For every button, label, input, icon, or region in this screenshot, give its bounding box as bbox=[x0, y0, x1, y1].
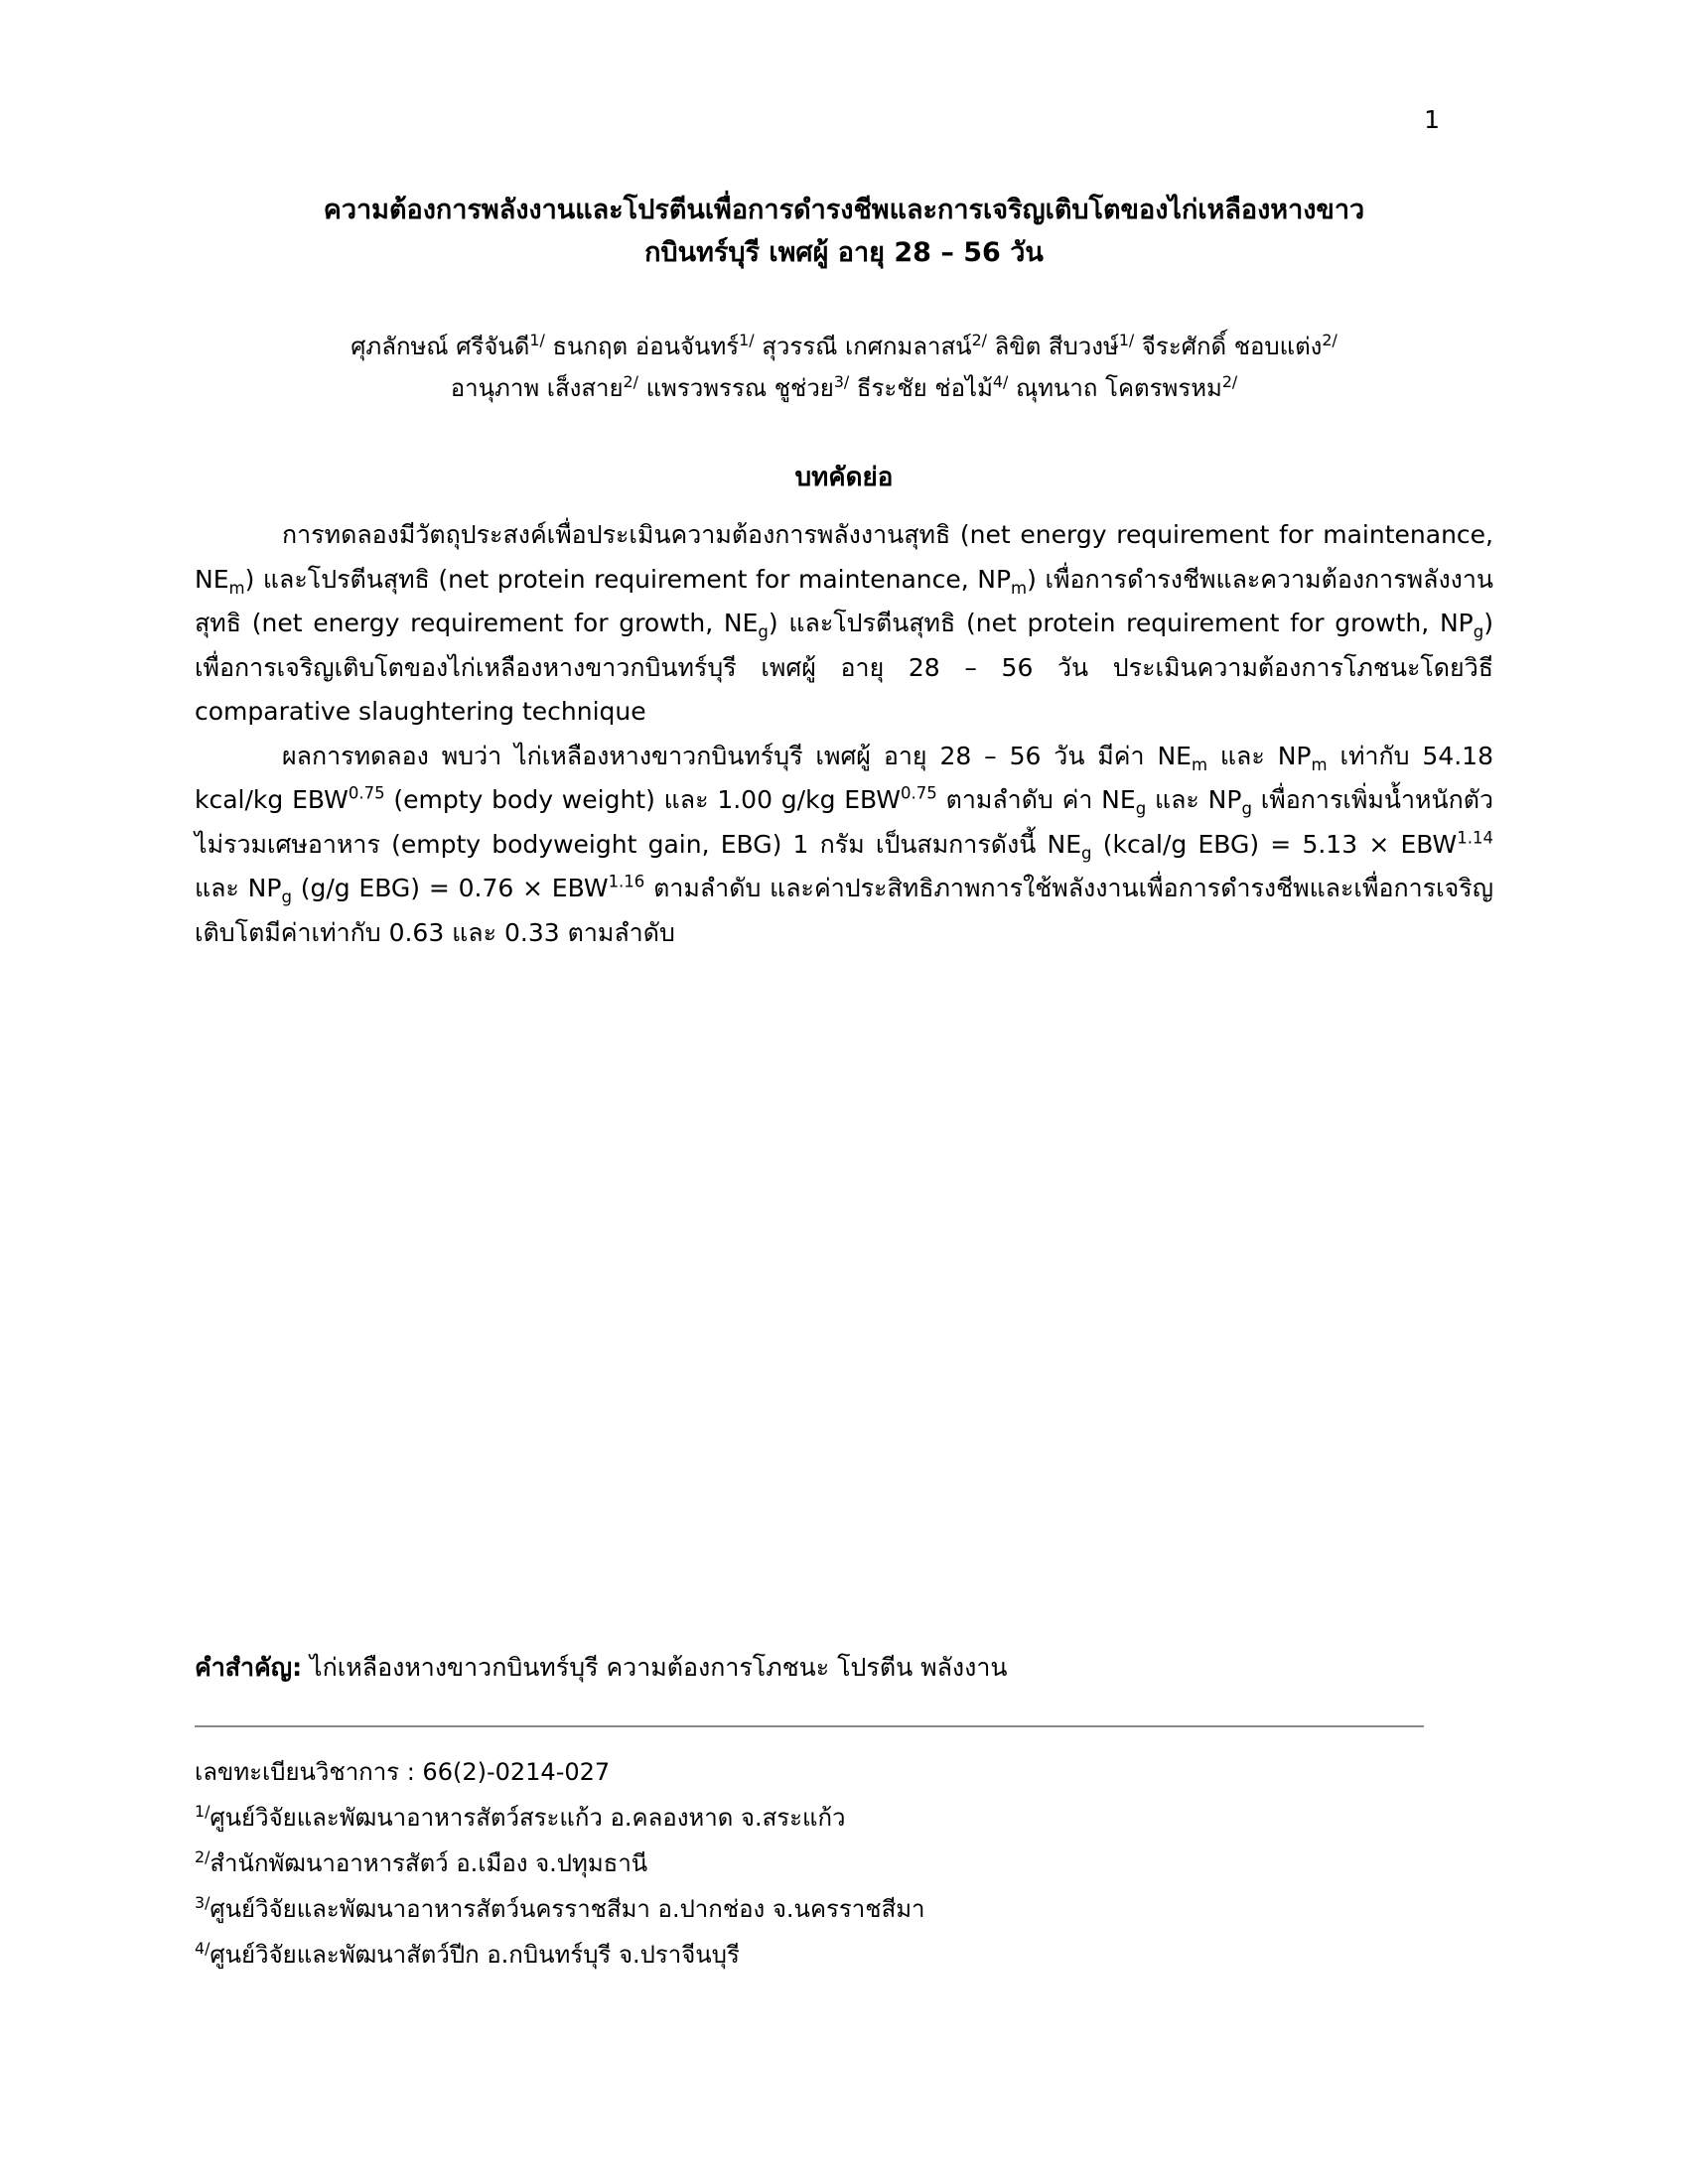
abstract-text: และ NP bbox=[195, 874, 282, 903]
footnote-affiliation-2 bbox=[195, 1841, 1493, 1886]
abstract-text: และ NP bbox=[1146, 785, 1242, 815]
footnotes bbox=[195, 1749, 1493, 1978]
abstract-text: ตามลำดับ และค่าประสิทธิภาพการใช้พลังงานเพื่อการดำรงชีพและเพื่อการเจริญเติบโตมีค่าเท่ากับ 0.63 และ 0.33 ตามลำดับ bbox=[195, 874, 1493, 947]
abstract-text: และ NP bbox=[1207, 741, 1312, 770]
footnote-text: ศูนย์วิจัยและพัฒนาอาหารสัตว์สระแก้ว อ.คลองหาด จ.สระแก้ว bbox=[210, 1804, 846, 1833]
author-affiliation-marker: 3/ bbox=[833, 372, 850, 392]
footnote-affiliation-3 bbox=[195, 1886, 1493, 1932]
subscript: m bbox=[1311, 754, 1328, 774]
abstract-text: ตามลำดับ ค่า NE bbox=[936, 785, 1136, 815]
keywords bbox=[195, 1648, 1493, 1688]
superscript: 1.16 bbox=[608, 873, 645, 892]
subscript: m bbox=[1191, 754, 1208, 774]
author-name: จีระศักดิ์ ชอบแต่ง bbox=[1134, 333, 1323, 361]
superscript: 1.14 bbox=[1457, 828, 1493, 848]
superscript: 0.75 bbox=[348, 784, 385, 804]
page-number: 1 bbox=[1424, 105, 1440, 134]
title-line-2: กบินทร์บุรี เพศผู้ อายุ 28 – 56 วัน bbox=[644, 237, 1044, 269]
footnote-marker: 3/ bbox=[195, 1893, 211, 1913]
subscript: g bbox=[1241, 799, 1252, 819]
footnote-affiliation-4 bbox=[195, 1932, 1493, 1978]
subscript: m bbox=[228, 578, 245, 598]
author-affiliation-marker: 1/ bbox=[529, 331, 545, 350]
subscript: m bbox=[1011, 578, 1028, 598]
abstract-heading: บทคัดย่อ bbox=[794, 463, 894, 493]
abstract-text: (kcal/g EBG) = 5.13 × EBW bbox=[1091, 829, 1458, 859]
title-line-1: ความต้องการพลังงานและโปรตีนเพื่อการดำรงชีพและการเจริญเติบโตของไก่เหลืองหางขาว bbox=[323, 195, 1365, 225]
author-name: แพรวพรรณ ชูช่วย bbox=[637, 374, 834, 403]
subscript: g bbox=[758, 622, 769, 642]
footnote-marker: 1/ bbox=[195, 1802, 211, 1822]
abstract-text: (empty body weight) และ 1.00 g/kg EBW bbox=[384, 785, 902, 815]
keywords-label: คำสำคัญ: bbox=[195, 1653, 303, 1682]
subscript: g bbox=[1135, 799, 1147, 819]
subscript: g bbox=[281, 887, 292, 907]
author-affiliation-marker: 4/ bbox=[992, 372, 1009, 392]
author-line-1 bbox=[195, 326, 1493, 367]
subscript: g bbox=[1081, 843, 1092, 863]
author-name: สุวรรณี เกศกมลาสน์ bbox=[754, 333, 972, 361]
superscript: 0.75 bbox=[901, 784, 937, 804]
author-name: ศุภลักษณ์ ศรีจันดี bbox=[351, 333, 530, 361]
author-name: ณุทนาถ โคตรพรหม bbox=[1008, 374, 1222, 403]
author-name: อานุภาพ เส็งสาย bbox=[450, 374, 624, 403]
author-name: ลิขิต สีบวงษ์ bbox=[986, 333, 1119, 361]
abstract-text: เพื่อการเพิ่มน้ำหนักตัวไม่รวมเศษอาหาร (empty bodyweight gain, EBG) 1 กรัม เป็นสมการดังนี้ NE bbox=[195, 785, 1493, 859]
footnote-divider bbox=[195, 1725, 1424, 1727]
footnote-marker: 2/ bbox=[195, 1847, 211, 1867]
abstract-text: เท่ากับ 54.18 kcal/kg EBW bbox=[195, 741, 1493, 815]
abstract-text: ) เพื่อการดำรงชีพและความต้องการพลังงานสุทธิ (net energy requirement for growth, NE bbox=[195, 564, 1493, 638]
author-list bbox=[195, 326, 1493, 409]
author-name: ธีระชัย ช่อไม้ bbox=[849, 374, 993, 403]
author-affiliation-marker: 1/ bbox=[739, 331, 755, 350]
footnote-text: สำนักพัฒนาอาหารสัตว์ อ.เมือง จ.ปทุมธานี bbox=[210, 1849, 648, 1878]
page-title bbox=[195, 189, 1493, 274]
keywords-value: ไก่เหลืองหางขาวกบินทร์บุรี ความต้องการโภชนะ โปรตีน พลังงาน bbox=[302, 1653, 1008, 1682]
abstract-text: ) และโปรตีนสุทธิ (net protein requirement for maintenance, NP bbox=[244, 564, 1012, 594]
footnote-text: ศูนย์วิจัยและพัฒนาอาหารสัตว์นครราชสีมา อ.ปากช่อง จ.นครราชสีมา bbox=[210, 1895, 925, 1924]
abstract-text: ) เพื่อการเจริญเติบโตของไก่เหลืองหางขาวกบินทร์บุรี เพศผู้ อายุ 28 – 56 วัน ประเมินความต้องการโภชนะโดยวิธี comparative slaughtering technique bbox=[195, 609, 1493, 727]
footnote-affiliation-1 bbox=[195, 1795, 1493, 1841]
abstract-paragraph-2 bbox=[195, 735, 1493, 956]
abstract-paragraph-1 bbox=[195, 513, 1493, 735]
footnote-text: ศูนย์วิจัยและพัฒนาสัตว์ปีก อ.กบินทร์บุรี จ.ปราจีนบุรี bbox=[210, 1941, 740, 1970]
author-affiliation-marker: 2/ bbox=[1322, 331, 1337, 350]
footnote-marker: 4/ bbox=[195, 1939, 211, 1959]
author-affiliation-marker: 2/ bbox=[623, 372, 638, 392]
subscript: g bbox=[1473, 622, 1484, 642]
document-content bbox=[195, 189, 1493, 955]
author-line-2 bbox=[195, 367, 1493, 409]
abstract-text: ) และโปรตีนสุทธิ (net protein requirement for growth, NP bbox=[768, 609, 1474, 638]
abstract-text: ผลการทดลอง พบว่า ไก่เหลืองหางขาวกบินทร์บุรี เพศผู้ อายุ 28 – 56 วัน มีค่า NE bbox=[282, 741, 1192, 770]
abstract-text: การทดลองมีวัตถุประสงค์เพื่อประเมินความต้องการพลังงานสุทธิ (net energy requirement for maintenance, NE bbox=[195, 520, 1493, 594]
author-affiliation-marker: 2/ bbox=[1221, 372, 1238, 392]
footnote-registration: เลขทะเบียนวิชาการ : 66(2)-0214-027 bbox=[195, 1758, 611, 1786]
author-affiliation-marker: 1/ bbox=[1118, 331, 1135, 350]
abstract-text: (g/g EBG) = 0.76 × EBW bbox=[291, 874, 609, 903]
author-affiliation-marker: 2/ bbox=[971, 331, 987, 350]
author-name: ธนกฤต อ่อนจันทร์ bbox=[544, 333, 740, 361]
